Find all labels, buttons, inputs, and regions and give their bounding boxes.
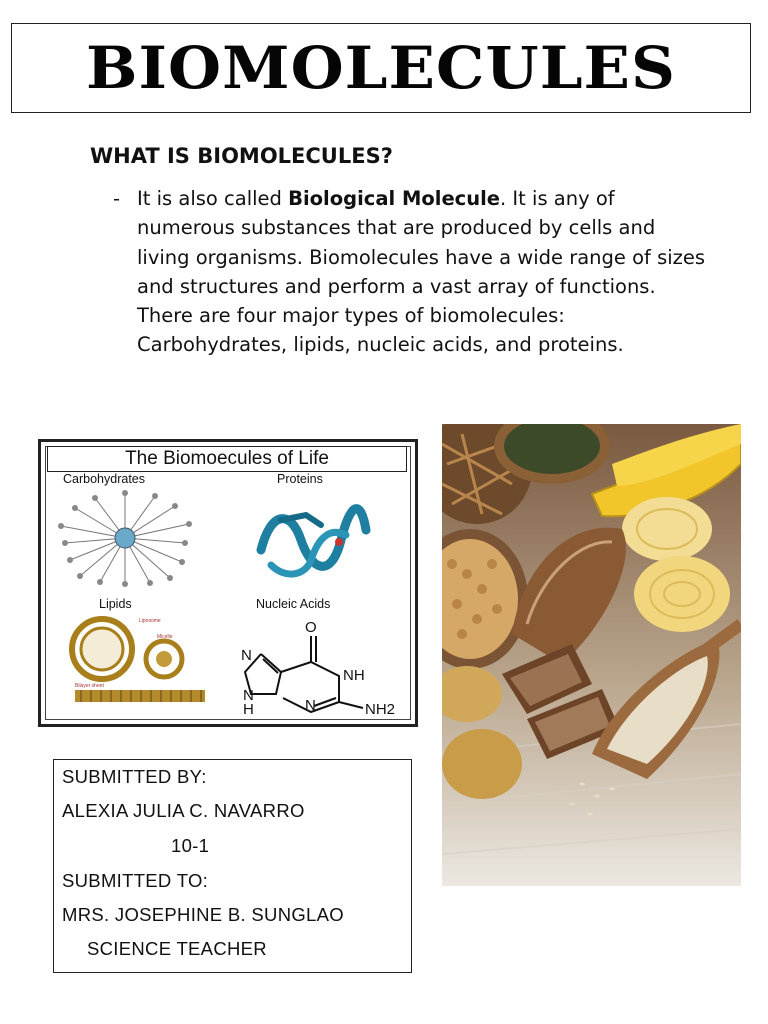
label-proteins: Proteins xyxy=(277,472,323,486)
figure-title: The Biomoecules of Life xyxy=(47,446,407,472)
food-photo xyxy=(442,424,741,886)
atom-nh: NH xyxy=(343,667,365,684)
submission-box xyxy=(53,759,412,973)
atom-o: O xyxy=(305,619,317,636)
label-bilayer: Bilayer sheet xyxy=(75,683,104,689)
title-box xyxy=(11,23,751,113)
student-name: ALEXIA JULIA C. NAVARRO xyxy=(62,800,305,821)
teacher-name: MRS. JOSEPHINE B. SUNGLAO xyxy=(62,904,344,925)
guanine-structure xyxy=(221,614,411,714)
definition-paragraph xyxy=(113,184,713,360)
label-lipids: Lipids xyxy=(99,597,132,611)
label-carbohydrates: Carbohydrates xyxy=(63,472,145,486)
page-title: BIOMOLECULES xyxy=(85,34,677,102)
bold-term: Biological Molecule xyxy=(288,187,501,210)
paragraph-body xyxy=(137,184,713,360)
section: 10-1 xyxy=(171,835,210,856)
bullet-dash: - xyxy=(113,187,121,210)
teacher-role: SCIENCE TEACHER xyxy=(87,938,267,959)
paragraph-intro: It is also called xyxy=(137,187,289,210)
atom-nh2: NH2 xyxy=(365,701,396,714)
submitted-by-label: SUBMITTED BY: xyxy=(62,766,207,787)
label-micelle: Micelle xyxy=(157,634,173,640)
atom-h: H xyxy=(243,701,254,714)
submitted-to-label: SUBMITTED TO: xyxy=(62,870,209,891)
atom-n1: N xyxy=(241,647,252,664)
atom-n2: N xyxy=(305,697,316,714)
protein-illustration xyxy=(251,490,373,590)
label-liposome: Liposome xyxy=(139,618,161,624)
glycogen-illustration xyxy=(55,488,195,588)
paragraph-text: . It is any of numerous substances that are produced by cells and living organisms. Biomolecules have a wide range of sizes and structures and perform a vast array of functions. There are four major types of biomolecules: Carbohydrates, lipids, nucleic acids, and proteins. xyxy=(137,187,706,357)
biomolecules-figure xyxy=(38,439,418,727)
section-heading: WHAT IS BIOMOLECULES? xyxy=(90,144,393,168)
lipids-illustration xyxy=(67,614,217,714)
label-nucleic-acids: Nucleic Acids xyxy=(256,597,331,611)
atom-n3: N xyxy=(243,687,254,704)
carbohydrate-foods-image xyxy=(442,424,741,886)
